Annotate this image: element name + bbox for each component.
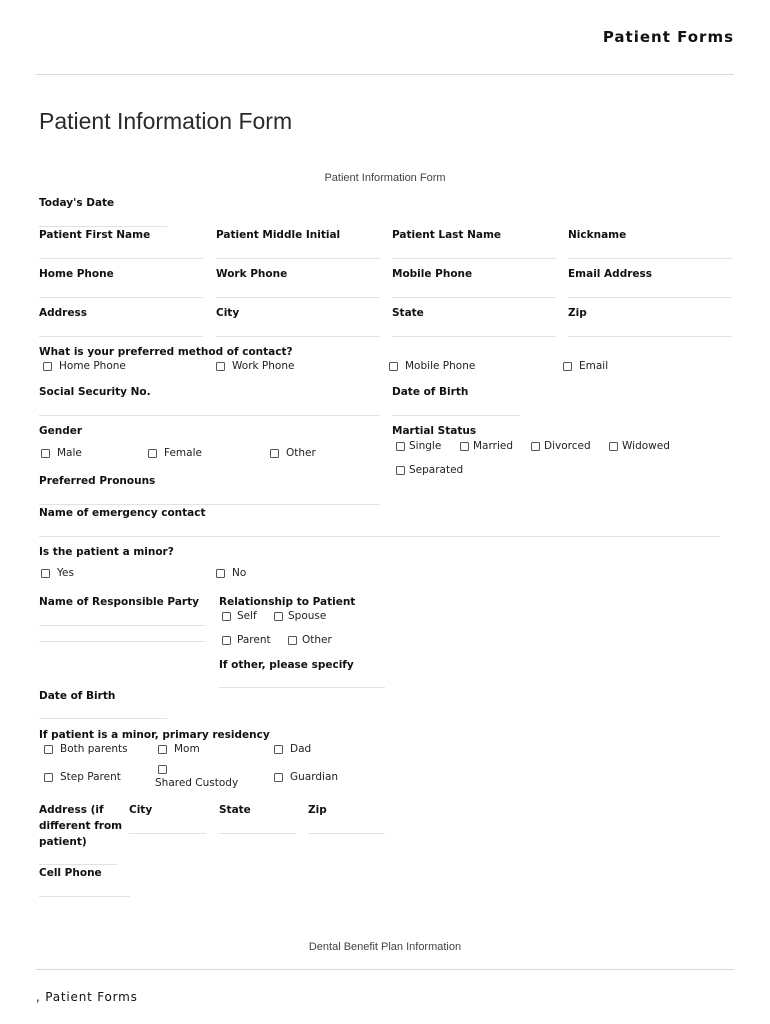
responsible-party-input-2[interactable] xyxy=(39,641,205,642)
footer-divider xyxy=(36,969,734,970)
email-label: Email Address xyxy=(568,268,653,280)
option-label: Step Parent xyxy=(60,771,121,783)
alt-zip-input[interactable] xyxy=(308,833,385,834)
email-input[interactable] xyxy=(568,297,732,298)
alt-city-label: City xyxy=(129,804,153,816)
option-label: Shared Custody xyxy=(155,777,239,789)
zip-label: Zip xyxy=(568,307,587,319)
last-name-label: Patient Last Name xyxy=(392,229,502,241)
option-label: Self xyxy=(237,610,257,622)
residency-label: If patient is a minor, primary residency xyxy=(39,729,270,741)
first-name-input[interactable] xyxy=(39,258,203,259)
emergency-contact-input[interactable] xyxy=(39,536,720,537)
contact-mobile-phone-checkbox[interactable] xyxy=(389,360,475,372)
state-label: State xyxy=(392,307,424,319)
responsible-party-input[interactable] xyxy=(39,625,205,626)
minor-no-checkbox[interactable] xyxy=(216,567,246,579)
option-label: Dad xyxy=(290,743,312,755)
option-label: Work Phone xyxy=(232,360,295,372)
alt-city-input[interactable] xyxy=(129,833,206,834)
zip-input[interactable] xyxy=(568,336,732,337)
ssn-label: Social Security No. xyxy=(39,386,151,398)
option-label: Married xyxy=(473,440,513,452)
address-input[interactable] xyxy=(39,336,203,337)
todays-date-input[interactable] xyxy=(39,226,167,227)
cell-phone-label: Cell Phone xyxy=(39,867,102,879)
alt-state-input[interactable] xyxy=(219,833,296,834)
city-input[interactable] xyxy=(216,336,380,337)
middle-initial-label: Patient Middle Initial xyxy=(216,229,341,241)
ssn-input[interactable] xyxy=(39,415,380,416)
page-title: Patient Information Form xyxy=(39,108,293,134)
option-label: Separated xyxy=(409,464,464,476)
relationship-parent-checkbox[interactable] xyxy=(222,634,271,646)
nickname-input[interactable] xyxy=(568,258,732,259)
footer-text: , Patient Forms xyxy=(36,990,138,1004)
marital-separated-checkbox[interactable] xyxy=(396,464,463,476)
residency-step-parent-checkbox[interactable] xyxy=(44,771,121,783)
minor-dob-label: Date of Birth xyxy=(39,690,116,702)
marital-divorced-checkbox[interactable] xyxy=(531,440,591,452)
header-divider xyxy=(36,74,734,75)
option-label: Female xyxy=(164,447,202,459)
if-other-input[interactable] xyxy=(219,687,385,688)
pronouns-label: Preferred Pronouns xyxy=(39,475,156,487)
city-label: City xyxy=(216,307,240,319)
address-label: Address xyxy=(39,307,87,319)
alt-address-input[interactable] xyxy=(39,864,117,865)
option-label: Other xyxy=(286,447,316,459)
mobile-phone-input[interactable] xyxy=(392,297,556,298)
residency-mom-checkbox[interactable] xyxy=(158,743,200,755)
alt-address-label: Address (if different from patient) xyxy=(39,804,123,848)
contact-method-question: What is your preferred method of contact? xyxy=(39,346,293,358)
emergency-contact-label: Name of emergency contact xyxy=(39,507,206,519)
if-other-label: If other, please specify xyxy=(219,659,354,671)
residency-shared-custody-checkbox[interactable] xyxy=(155,765,238,789)
marital-single-checkbox[interactable] xyxy=(396,440,441,452)
residency-dad-checkbox[interactable] xyxy=(274,743,311,755)
relationship-label: Relationship to Patient xyxy=(219,596,356,608)
marital-widowed-checkbox[interactable] xyxy=(609,440,670,452)
residency-both-parents-checkbox[interactable] xyxy=(44,743,128,755)
dental-plan-caption: Dental Benefit Plan Information xyxy=(308,941,462,953)
dob-label: Date of Birth xyxy=(392,386,469,398)
option-label: Male xyxy=(57,447,82,459)
option-label: Spouse xyxy=(288,610,327,622)
option-label: Divorced xyxy=(544,440,591,452)
minor-question: Is the patient a minor? xyxy=(39,546,174,558)
contact-home-phone-checkbox[interactable] xyxy=(43,360,126,372)
gender-male-checkbox[interactable] xyxy=(41,447,82,459)
pronouns-input[interactable] xyxy=(39,504,380,505)
first-name-label: Patient First Name xyxy=(39,229,151,241)
option-label: Other xyxy=(302,634,332,646)
middle-initial-input[interactable] xyxy=(216,258,380,259)
minor-yes-checkbox[interactable] xyxy=(41,567,74,579)
option-label: Mobile Phone xyxy=(405,360,476,372)
responsible-party-label: Name of Responsible Party xyxy=(39,596,199,608)
cell-phone-input[interactable] xyxy=(39,896,130,897)
mobile-phone-label: Mobile Phone xyxy=(392,268,473,280)
relationship-spouse-checkbox[interactable] xyxy=(274,610,326,622)
brand-header: Patient Forms xyxy=(602,28,734,46)
option-label: Guardian xyxy=(290,771,339,783)
option-label: Single xyxy=(409,440,442,452)
option-label: Parent xyxy=(237,634,271,646)
last-name-input[interactable] xyxy=(392,258,556,259)
home-phone-input[interactable] xyxy=(39,297,203,298)
marital-status-label: Martial Status xyxy=(392,425,477,437)
relationship-other-checkbox[interactable] xyxy=(288,634,332,646)
nickname-label: Nickname xyxy=(568,229,627,241)
contact-email-checkbox[interactable] xyxy=(563,360,608,372)
option-label: Both parents xyxy=(60,743,128,755)
option-label: Home Phone xyxy=(59,360,126,372)
marital-married-checkbox[interactable] xyxy=(460,440,513,452)
form-caption: Patient Information Form xyxy=(324,172,446,184)
todays-date-label: Today's Date xyxy=(39,197,115,209)
option-label: Yes xyxy=(57,567,74,579)
contact-work-phone-checkbox[interactable] xyxy=(216,360,294,372)
alt-zip-label: Zip xyxy=(308,804,327,816)
gender-label: Gender xyxy=(39,425,83,437)
alt-state-label: State xyxy=(219,804,251,816)
minor-dob-input[interactable] xyxy=(39,718,167,719)
option-label: No xyxy=(232,567,247,579)
dob-input[interactable] xyxy=(392,415,520,416)
work-phone-label: Work Phone xyxy=(216,268,288,280)
option-label: Widowed xyxy=(622,440,670,452)
option-label: Mom xyxy=(174,743,200,755)
gender-female-checkbox[interactable] xyxy=(148,447,202,459)
relationship-self-checkbox[interactable] xyxy=(222,610,257,622)
state-input[interactable] xyxy=(392,336,556,337)
option-label: Email xyxy=(579,360,609,372)
gender-other-checkbox[interactable] xyxy=(270,447,316,459)
home-phone-label: Home Phone xyxy=(39,268,114,280)
work-phone-input[interactable] xyxy=(216,297,380,298)
residency-guardian-checkbox[interactable] xyxy=(274,771,338,783)
